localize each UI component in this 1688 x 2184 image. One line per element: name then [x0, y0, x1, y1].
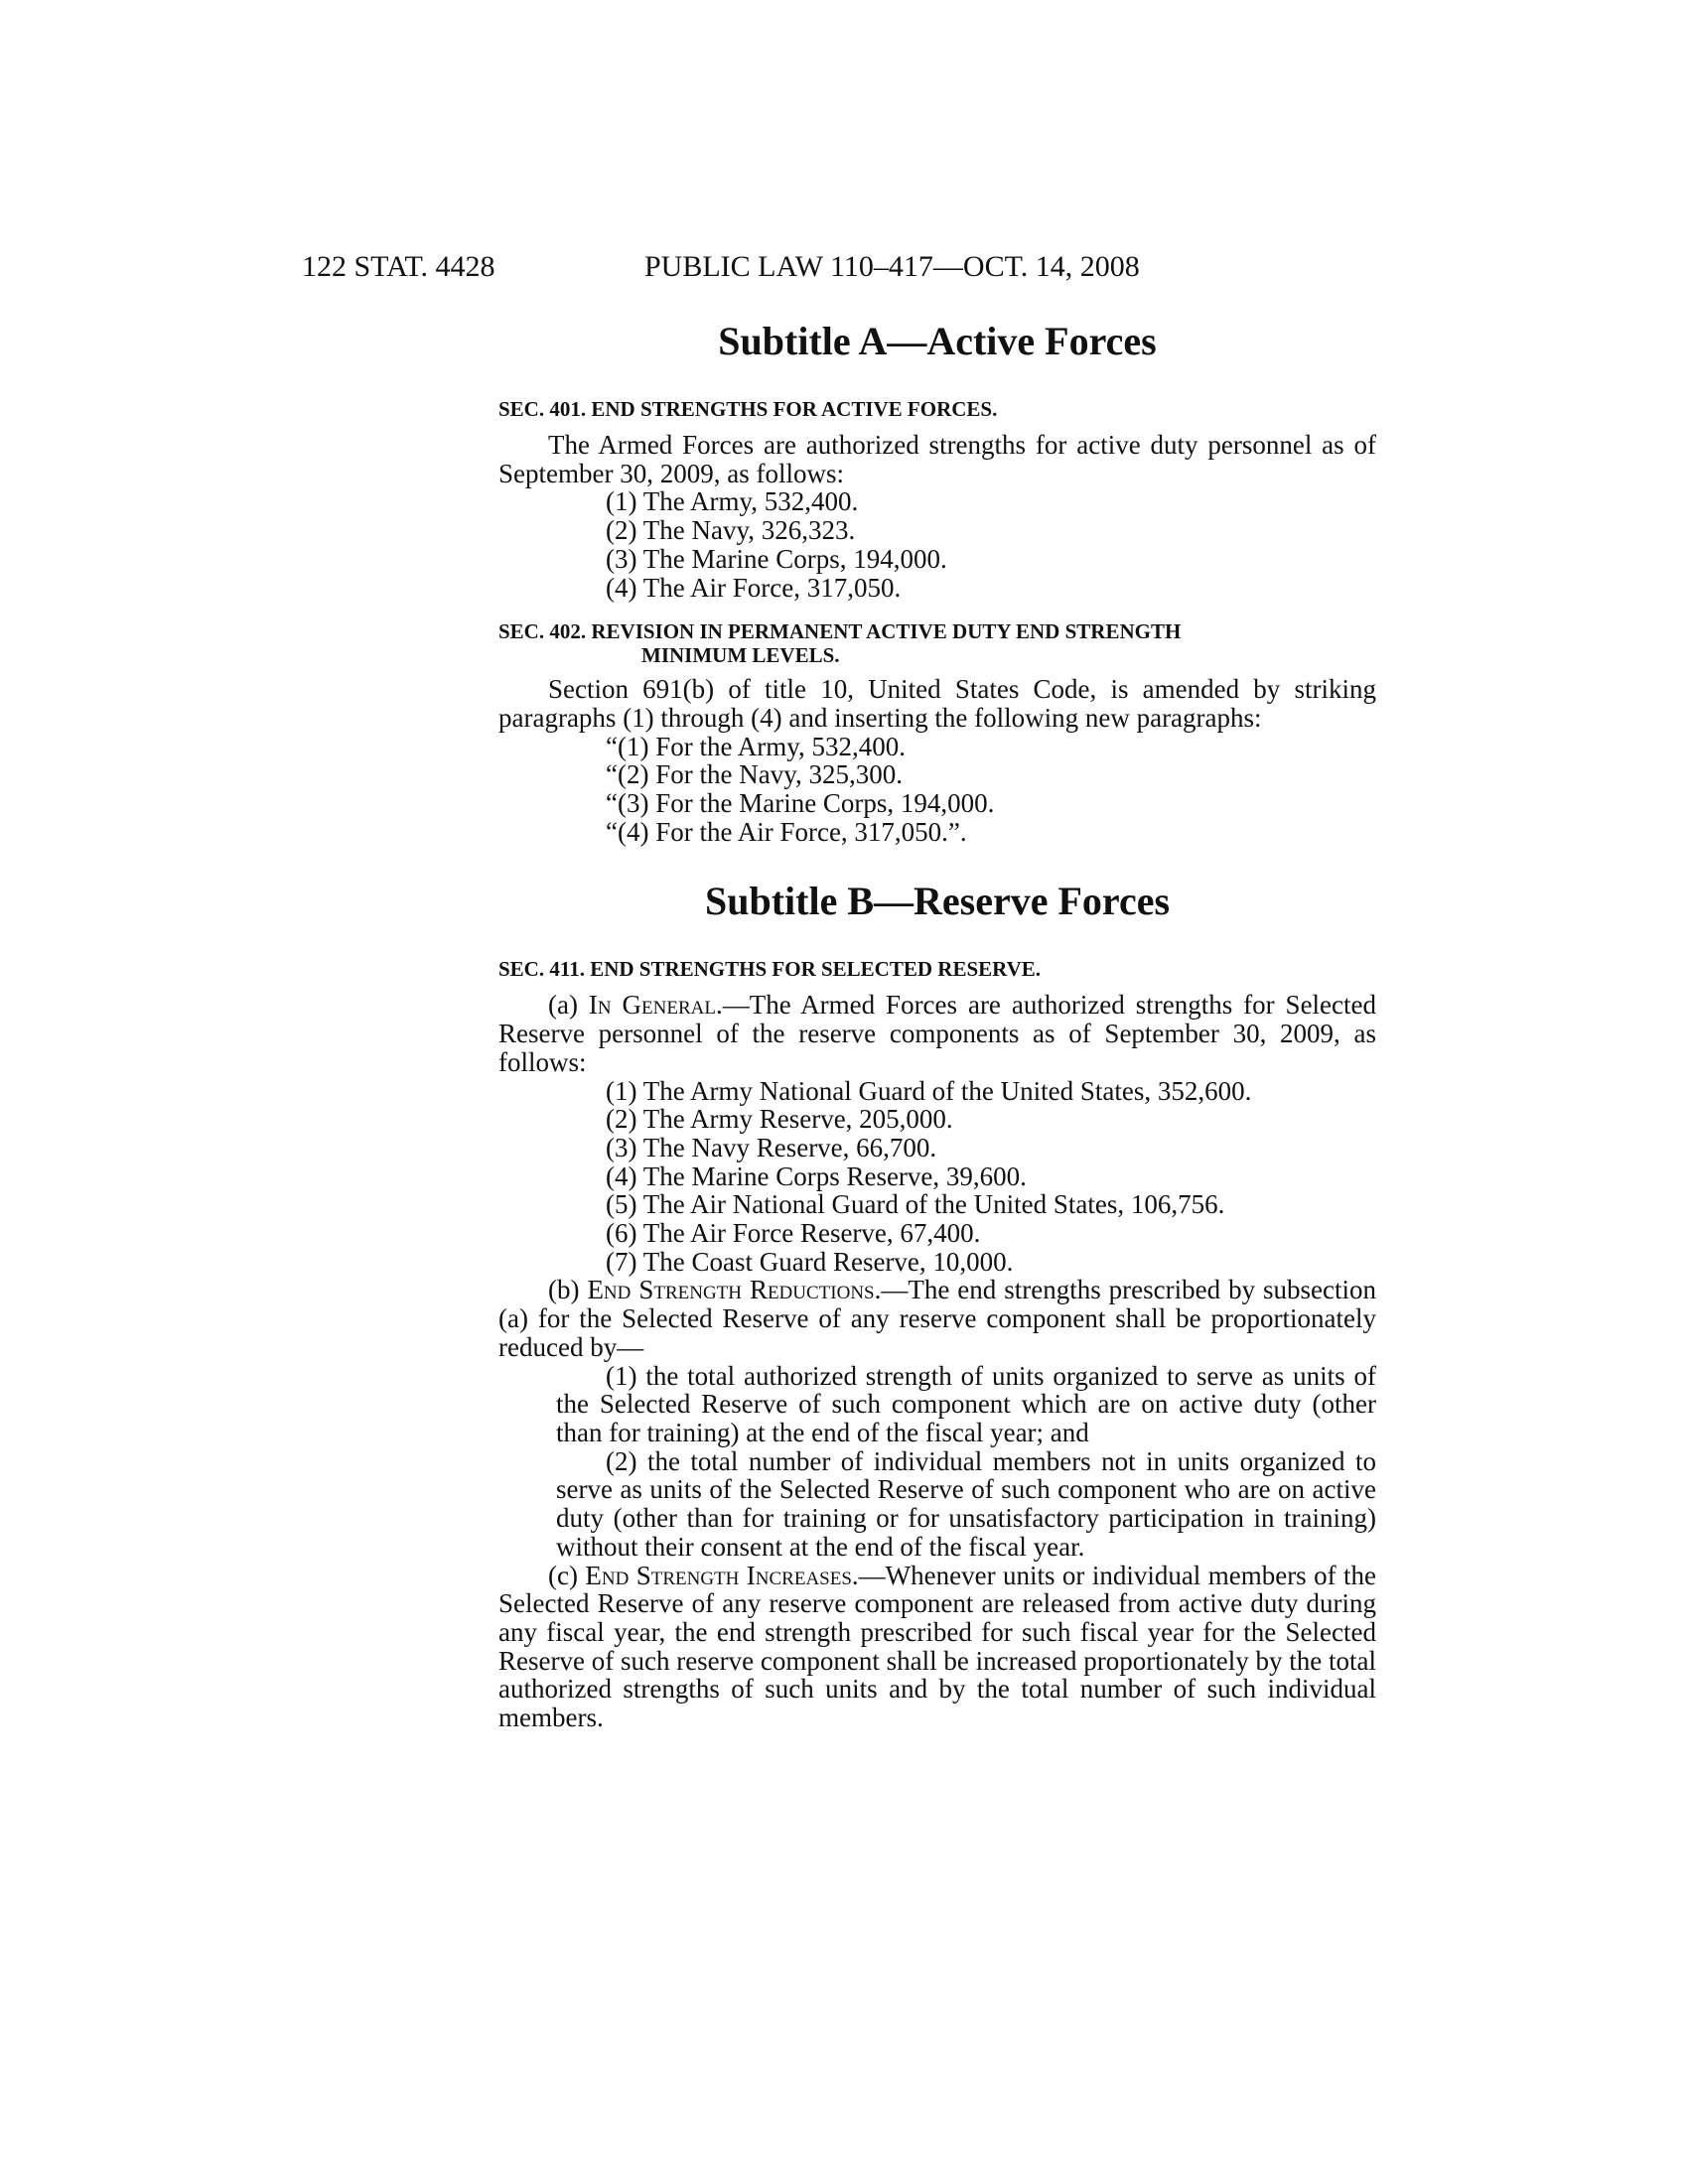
subtitle-a-heading: Subtitle A—Active Forces [718, 319, 1157, 363]
sec-411-a-item: (6) The Air Force Reserve, 67,400. [606, 1218, 981, 1249]
sec-401-item: (4) The Air Force, 317,050. [606, 572, 902, 603]
subsection-a-heading: In General [588, 990, 716, 1021]
public-law-reference: PUBLIC LAW 110–417—OCT. 14, 2008 [644, 250, 1140, 283]
sec-411-a-item: (5) The Air National Guard of the United States, 106,756. [606, 1189, 1225, 1220]
sec-411-a-item: (3) The Navy Reserve, 66,700. [606, 1132, 937, 1162]
sec-411-b-paragraph-1: (1) the total authorized strength of units organized to serve as units of the Selected Reserve of such component which are on active duty (other than for training) at the end of the fiscal year; and [556, 1360, 1376, 1447]
sec-402-item: “(3) For the Marine Corps, 194,000. [606, 788, 995, 819]
subsection-c-heading: End Strength Increases [585, 1560, 852, 1590]
sec-411-subsection-c [498, 1562, 1376, 1732]
subsection-a-text: .—The Armed Forces are authorized strengths for Selected Reserve personnel of the reserve components as of September 30, 2009, as follows: [498, 990, 1377, 1077]
sec-411-a-item: (2) The Army Reserve, 205,000. [606, 1104, 953, 1135]
sec-401-item: (3) The Marine Corps, 194,000. [606, 543, 947, 574]
sec-411-a-item: (1) The Army National Guard of the United States, 352,600. [606, 1075, 1252, 1106]
sec-402-heading [498, 619, 1376, 667]
subsection-c-text: .—Whenever units or individual members of the Selected Reserve of any reserve component are released from active duty during any fiscal year, the end strength prescribed for such fiscal year for the Selected Reserve of such reserve component shall be increased proportionately by the total authorized strengths of such units and by the total number of such individual members. [498, 1560, 1376, 1733]
sec-401-item: (2) The Navy, 326,323. [606, 515, 856, 546]
sec-411-heading: SEC. 411. END STRENGTHS FOR SELECTED RESERVE. [498, 957, 1041, 982]
sec-402-item: “(2) For the Navy, 325,300. [606, 759, 903, 790]
subsection-c-label: (c) [548, 1560, 586, 1590]
sec-402-heading-line1: SEC. 402. REVISION IN PERMANENT ACTIVE DUTY END STRENGTH [498, 619, 1182, 644]
sec-401-intro: The Armed Forces are authorized strengths for active duty personnel as of September 30, 2009, as follows: [498, 430, 1376, 488]
subsection-b-label: (b) [548, 1275, 588, 1305]
sec-402-item: “(4) For the Air Force, 317,050.”. [606, 816, 967, 847]
sec-411-a-item: (7) The Coast Guard Reserve, 10,000. [606, 1246, 1014, 1277]
subsection-b-heading: End Strength Reductions [587, 1275, 875, 1305]
sec-411-subsection-a [498, 991, 1376, 1076]
subtitle-b-heading: Subtitle B—Reserve Forces [704, 879, 1171, 924]
sec-402-item: “(1) For the Army, 532,400. [606, 731, 906, 761]
running-header [302, 247, 1378, 287]
sec-402-heading-line2: MINIMUM LEVELS. [641, 643, 840, 668]
sec-401-item: (1) The Army, 532,400. [606, 486, 859, 517]
sec-411-a-item: (4) The Marine Corps Reserve, 39,600. [606, 1160, 1027, 1191]
subsection-a-label: (a) [548, 990, 589, 1021]
sec-401-heading: SEC. 401. END STRENGTHS FOR ACTIVE FORCES. [498, 397, 998, 421]
sec-411-subsection-b [498, 1276, 1376, 1361]
sec-411-b-paragraph-2: (2) the total number of individual members not in units organized to serve as units of the Selected Reserve of such component who are on active duty (other than for training or for unsatisfactory participation in training) without their consent at the end of the fiscal year. [556, 1445, 1376, 1562]
subsection-b-text: .—The end strengths prescribed by subsection (a) for the Selected Reserve of any reserve component shall be proportionately reduced by— [498, 1275, 1377, 1362]
text-column [498, 316, 1376, 1732]
statute-reference: 122 STAT. 4428 [302, 250, 495, 283]
sec-402-intro: Section 691(b) of title 10, United States Code, is amended by striking paragraphs (1) through (4) and inserting the following new paragraphs: [498, 674, 1376, 733]
